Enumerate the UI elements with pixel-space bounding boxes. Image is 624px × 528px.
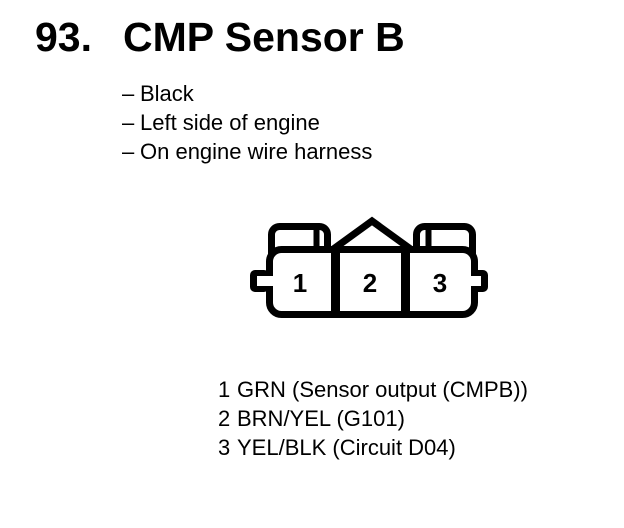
note-item [122, 108, 372, 137]
connector-diagram [240, 210, 496, 330]
pin-number: 2 [218, 406, 231, 431]
pin-list [218, 375, 528, 462]
connector-ear-left-slot [257, 276, 274, 286]
section-number: 93. [35, 14, 92, 60]
connector-wedge [332, 221, 412, 250]
note-item [122, 79, 372, 108]
note-dash: – [122, 81, 135, 106]
pin-description: GRN (Sensor output (CMPB)) [237, 377, 528, 402]
note-text: Left side of engine [140, 110, 320, 135]
note-text: Black [140, 81, 194, 106]
cavity-divider [331, 249, 340, 315]
note-dash: – [122, 110, 135, 135]
note-item [122, 137, 372, 166]
pin-row [218, 375, 528, 404]
pin-description: YEL/BLK (Circuit D04) [237, 435, 456, 460]
note-text: On engine wire harness [140, 139, 373, 164]
pin-description: BRN/YEL (G101) [237, 406, 405, 431]
cavity-3-label: 3 [432, 268, 448, 298]
cavity-divider [401, 249, 410, 315]
page-title: CMP Sensor B [123, 14, 405, 60]
pin-row [218, 433, 528, 462]
pin-row [218, 404, 528, 433]
cavity-2-label: 2 [362, 268, 378, 298]
pin-number: 1 [218, 377, 231, 402]
pin-number: 3 [218, 435, 231, 460]
note-dash: – [122, 139, 135, 164]
cavity-1-label: 1 [292, 268, 308, 298]
connector-notes [122, 79, 372, 166]
connector-ear-right-slot [464, 276, 481, 286]
